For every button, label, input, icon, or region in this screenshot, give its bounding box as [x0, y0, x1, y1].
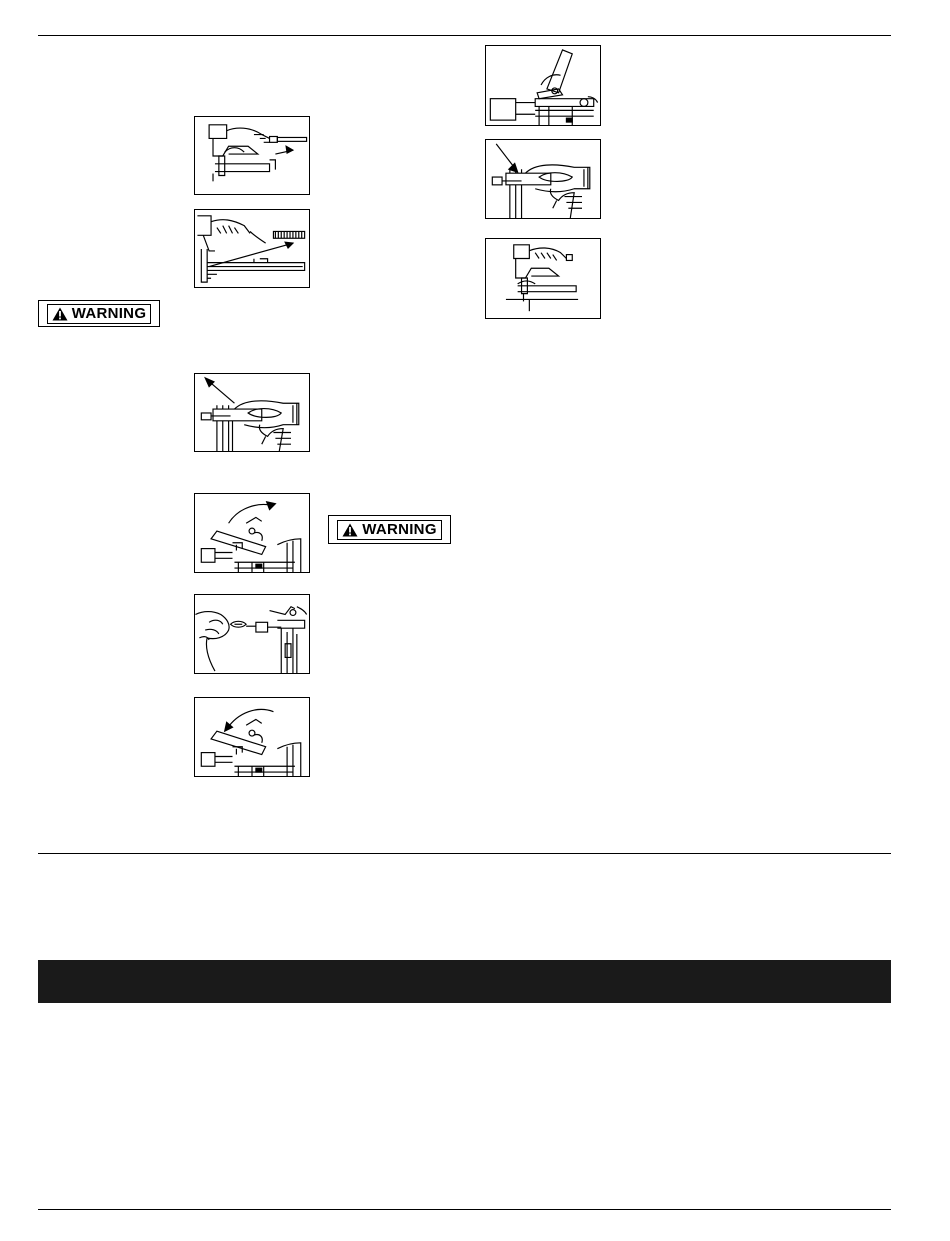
figure-depth-on-surface [485, 238, 601, 319]
warning-triangle-icon [52, 307, 68, 321]
figure-latch-raised [485, 45, 601, 126]
figure-magazine-top-arrow [485, 139, 601, 219]
warning-triangle-icon [342, 523, 358, 537]
figure-hand-pin-removal [194, 594, 310, 674]
figure-latch-close [194, 697, 310, 777]
figure-latch-open [194, 493, 310, 573]
figure-hose-disconnect [194, 116, 310, 195]
warning-label-left [38, 300, 160, 327]
warning-text: WARNING [71, 305, 147, 322]
warning-label-middle [328, 515, 451, 544]
section-header-band [38, 960, 891, 1003]
warning-text: WARNING [362, 521, 437, 538]
mid-rule [38, 853, 891, 854]
bottom-rule [38, 1209, 891, 1210]
top-rule [38, 35, 891, 36]
figure-magazine-rail-strip [194, 209, 310, 288]
figure-pusher-pull-back [194, 373, 310, 452]
